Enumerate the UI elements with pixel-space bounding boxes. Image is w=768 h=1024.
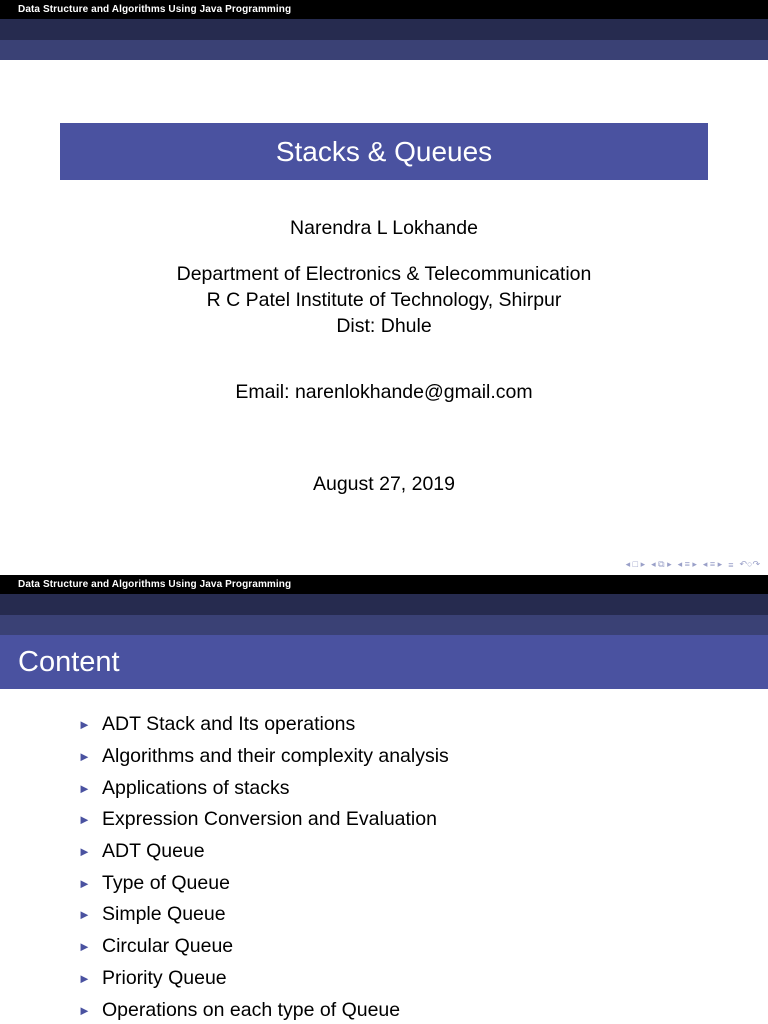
list-item xyxy=(78,963,449,995)
list-item-text: Applications of stacks xyxy=(102,776,290,799)
header-band-mid xyxy=(0,40,768,60)
bullet-icon: ► xyxy=(78,717,91,733)
list-item-text: ADT Queue xyxy=(102,840,205,863)
section-icon[interactable]: ◂ ≡ ▸ xyxy=(702,559,723,569)
content-slide xyxy=(0,575,768,1024)
list-item xyxy=(78,994,449,1024)
list-item xyxy=(78,867,449,899)
list-item-text: Expression Conversion and Evaluation xyxy=(102,808,437,831)
list-item-text: Circular Queue xyxy=(102,935,234,958)
bullet-icon: ► xyxy=(78,844,91,860)
list-item xyxy=(78,836,449,868)
list-item-text: Type of Queue xyxy=(102,871,230,894)
bullet-icon: ► xyxy=(78,1002,91,1018)
slide-header: Data Structure and Algorithms Using Java Programming xyxy=(0,575,768,594)
list-item xyxy=(78,741,449,773)
bullet-icon: ► xyxy=(78,907,91,923)
bullet-icon: ► xyxy=(78,812,91,828)
author: Narendra L Lokhande xyxy=(290,217,478,239)
bullet-icon: ► xyxy=(78,749,91,765)
navigation-bar xyxy=(626,559,760,570)
frame-icon[interactable]: ◂ ⧉ ▸ xyxy=(651,559,672,569)
header-band-dark xyxy=(0,19,768,40)
bullet-icon: ► xyxy=(78,939,91,955)
list-item-text: Priority Queue xyxy=(102,966,227,989)
subsection-icon[interactable]: ◂ ≡ ▸ xyxy=(677,559,697,569)
align-icon[interactable]: ≡ xyxy=(728,559,734,570)
header-band-mid xyxy=(0,615,768,635)
header-band-dark xyxy=(0,594,768,615)
bullet-icon: ► xyxy=(78,970,91,986)
list-item-text: Algorithms and their complexity analysis xyxy=(102,745,449,768)
nav-left-icon[interactable]: ◂ □ ▸ xyxy=(625,559,646,569)
bullet-icon: ► xyxy=(78,780,91,796)
list-item xyxy=(78,899,449,931)
district: Dist: Dhule xyxy=(336,315,432,337)
list-item xyxy=(78,709,449,741)
slide-header: Data Structure and Algorithms Using Java Programming xyxy=(0,0,768,19)
content-list xyxy=(78,709,449,1024)
list-item xyxy=(78,804,449,836)
list-item xyxy=(78,931,449,963)
date: August 27, 2019 xyxy=(312,473,456,495)
search-icon[interactable]: ↶○↷ xyxy=(739,559,760,569)
email: Email: narenlokhande@gmail.com xyxy=(235,381,533,403)
department: Department of Electronics & Telecommunication xyxy=(176,263,592,285)
slide-title: Stacks & Queues xyxy=(60,123,708,180)
list-item-text: ADT Stack and Its operations xyxy=(102,713,356,736)
bullet-icon: ► xyxy=(78,875,91,891)
list-item xyxy=(78,772,449,804)
list-item-text: Simple Queue xyxy=(102,903,226,926)
institute: R C Patel Institute of Technology, Shirpur xyxy=(206,289,562,311)
content-heading: Content xyxy=(0,635,768,689)
list-item-text: Operations on each type of Queue xyxy=(102,998,401,1021)
